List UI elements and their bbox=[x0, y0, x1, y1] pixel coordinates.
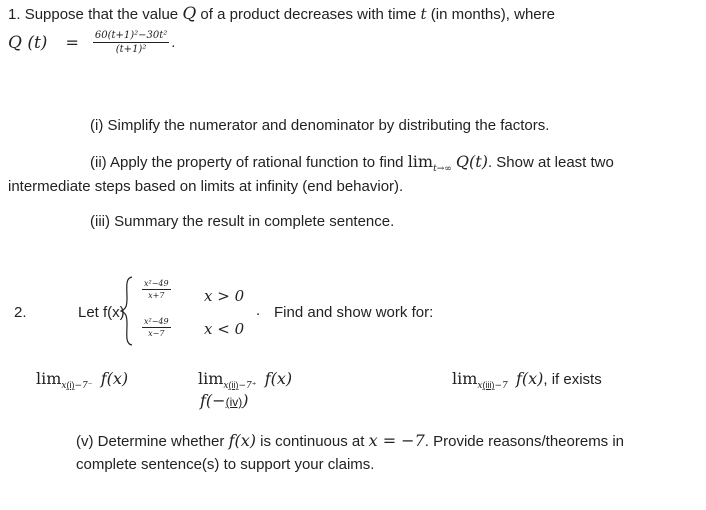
q2-limit-iii-suffix: , if exists bbox=[543, 371, 602, 388]
q1-number: 1. bbox=[8, 6, 21, 23]
q2-case-2-numerator: x²−49 bbox=[144, 317, 169, 326]
q2-part-v-text-a: (v) Determine whether bbox=[76, 433, 225, 450]
q2-limit-ii-sub: x bbox=[223, 381, 229, 391]
q1-formula-fraction bbox=[93, 30, 169, 55]
q2-part-v-text-c: . Provide reasons/theorems in bbox=[424, 433, 625, 450]
q1-formula-numerator: 60(t+1)²−30t² bbox=[94, 30, 168, 41]
q2-limit-ii-lim: lim bbox=[198, 369, 224, 388]
q1-intro-text-b: of a product decreases with time bbox=[200, 6, 417, 23]
q2-case-2-condition: x < 0 bbox=[204, 320, 245, 338]
q2-part-v-x: x = −7 bbox=[368, 431, 425, 450]
q2-part-v-line2: complete sentence(s) to support your claims. bbox=[76, 456, 375, 473]
q2-limit-i bbox=[36, 369, 129, 391]
q2-limit-iii-sub: x bbox=[477, 381, 483, 391]
q2-let: Let f(x) bbox=[78, 304, 125, 321]
piecewise-brace bbox=[120, 276, 134, 346]
q2-part-v-line1 bbox=[76, 431, 624, 450]
q2-case-2-fraction bbox=[142, 317, 171, 338]
q2-find-text: Find and show work for: bbox=[274, 304, 434, 321]
q2-case-1-denominator: x+7 bbox=[148, 291, 165, 300]
q2-number: 2. bbox=[14, 304, 27, 321]
q2-case-1-numerator: x²−49 bbox=[144, 279, 169, 288]
q2-case-1-fraction bbox=[142, 279, 171, 300]
q2-limit-i-approach: −7⁻ bbox=[74, 381, 93, 391]
q2-limit-ii-approach: −7⁺ bbox=[238, 381, 257, 391]
q1-part-ii-Q: Q(t) bbox=[455, 152, 488, 171]
q1-formula-equals: = bbox=[65, 33, 79, 52]
q1-part-ii-text-b: . Show at least two bbox=[487, 154, 614, 171]
q2-limit-iii-label: (iii) bbox=[482, 380, 495, 390]
q1-intro-t: t bbox=[420, 5, 427, 23]
q2-limit-ii bbox=[198, 369, 293, 391]
q1-part-ii-line2: intermediate steps based on limits at infinity (end behavior). bbox=[8, 178, 404, 195]
q2-limit-iii-lim: lim bbox=[452, 369, 478, 388]
q1-part-iii: (iii) Summary the result in complete sentence. bbox=[90, 213, 395, 230]
q1-part-ii-line1 bbox=[90, 152, 614, 174]
q2-limit-iii-f: f(x) bbox=[515, 369, 544, 388]
q2-limit-i-label: (i) bbox=[66, 380, 75, 390]
q1-part-ii-lim-sub: t→∞ bbox=[433, 164, 452, 174]
q1-intro-text-c: (in months), where bbox=[430, 6, 555, 23]
q2-limit-iii bbox=[452, 369, 602, 391]
q2-part-iv-f: f(− bbox=[200, 391, 226, 410]
q2-part-v-f: f(x) bbox=[228, 431, 256, 450]
q2-limit-ii-label: (ii) bbox=[228, 380, 239, 390]
q2-limit-i-f: f(x) bbox=[100, 369, 129, 388]
q1-intro-text-a: Suppose that the value bbox=[24, 6, 179, 23]
q2-case-1-condition: x > 0 bbox=[204, 287, 245, 305]
q1-part-i: (i) Simplify the numerator and denominator by distributing the factors. bbox=[90, 117, 550, 134]
q2-case-2-denominator: x−7 bbox=[148, 329, 165, 338]
q1-part-ii-text: (ii) Apply the property of rational function to find bbox=[90, 154, 404, 171]
q1-part-ii-lim: lim bbox=[407, 152, 434, 171]
q2-limit-ii-f: f(x) bbox=[264, 369, 293, 388]
q2-case-2 bbox=[142, 317, 171, 338]
q1-formula-period: . bbox=[171, 34, 176, 51]
q2-part-iv-label: (iv) bbox=[225, 395, 243, 409]
q1-formula bbox=[8, 30, 175, 55]
q2-part-iv-close: ) bbox=[242, 391, 249, 410]
q2-case-1 bbox=[142, 279, 171, 300]
q2-part-v-text-b: is continuous at bbox=[260, 433, 365, 450]
q1-intro-Q: Q bbox=[182, 4, 197, 24]
q2-part-iv bbox=[200, 391, 249, 410]
q2-limit-i-lim: lim bbox=[36, 369, 62, 388]
q2-dot: . bbox=[256, 302, 261, 319]
q1-formula-lhs: Q (t) bbox=[8, 32, 48, 53]
q2-limit-iii-approach: −7 bbox=[494, 381, 508, 391]
q1-formula-denominator: (t+1)² bbox=[115, 44, 147, 55]
q2-limit-i-sub: x bbox=[61, 381, 67, 391]
q1-intro-line bbox=[8, 4, 555, 24]
